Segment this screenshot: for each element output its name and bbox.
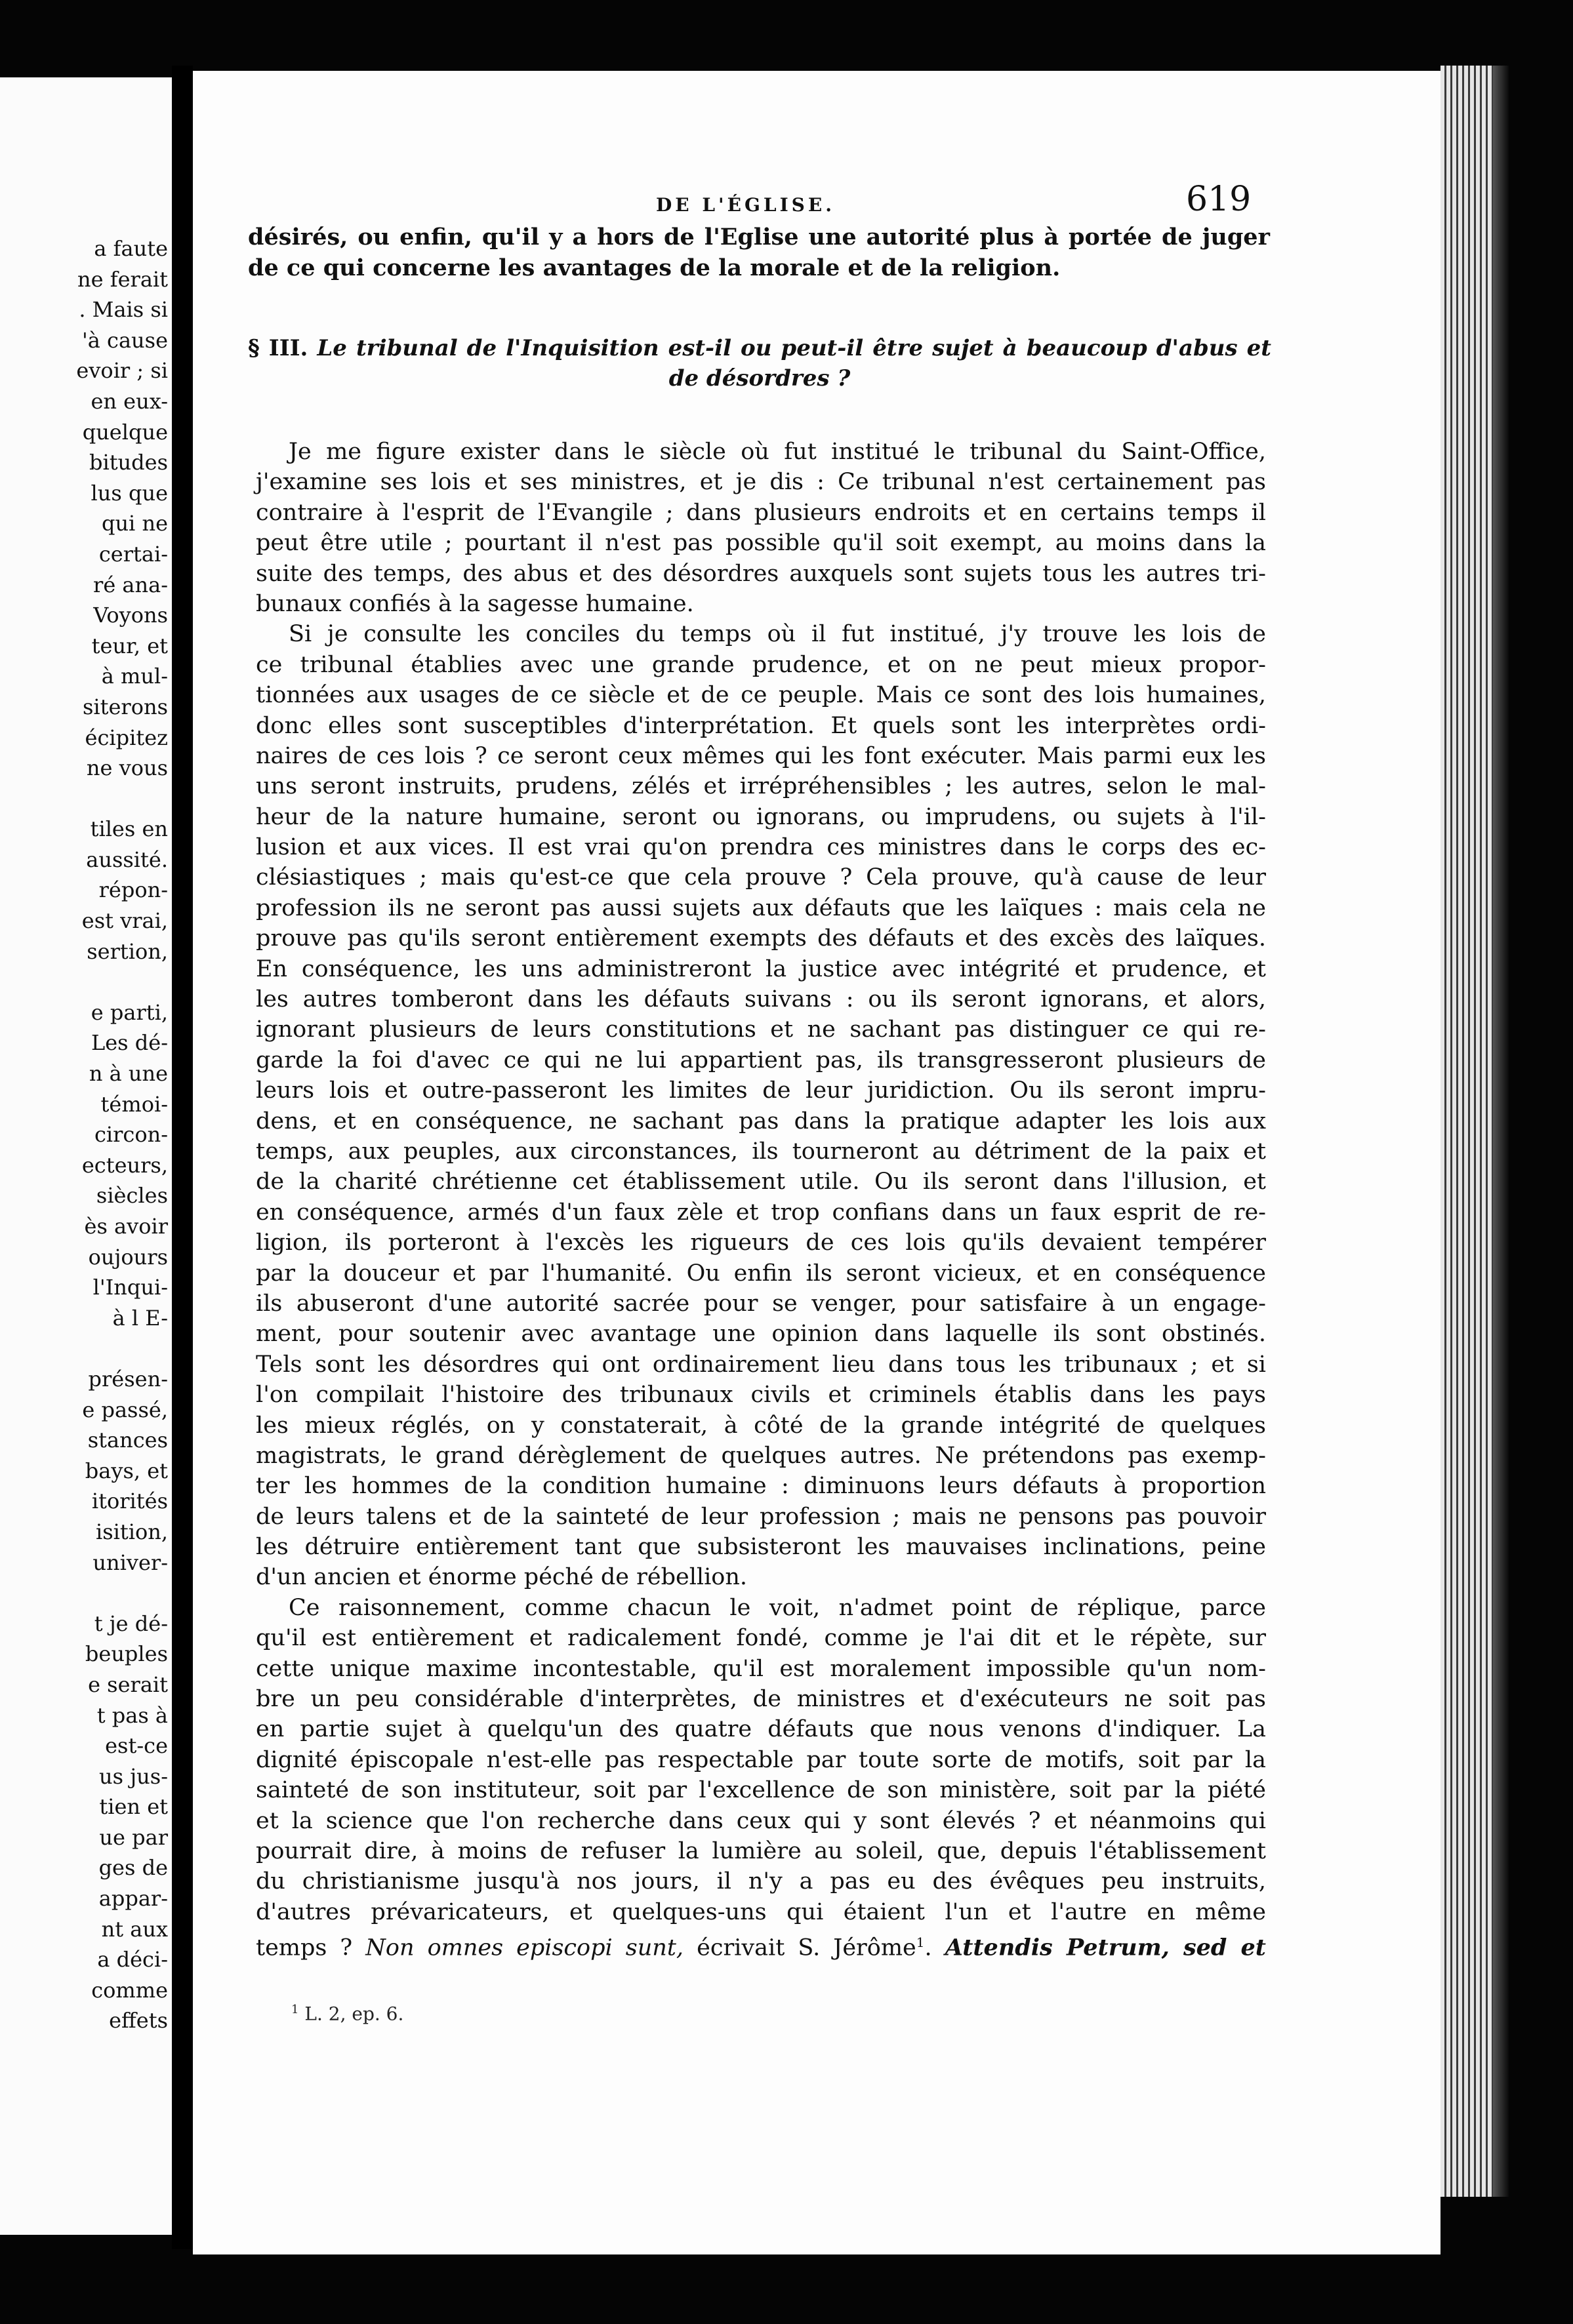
text-line: les mieux réglés, on y constaterait, à côté de la grande intégrité de quelques (256, 1412, 1266, 1439)
left-page-gap (10, 967, 168, 997)
text-line: ligion, ils porteront à l'excès les rigueurs de ces lois qu'ils devaient tempérer (256, 1230, 1266, 1256)
text-line: d'un ancien et énorme péché de rébellion. (256, 1564, 748, 1591)
text-line: bunaux confiés à la sagesse humaine. (256, 590, 694, 617)
text-line: et la science que l'on recherche dans ceux qui y sont élevés ? et néanmoins qui (256, 1807, 1266, 1834)
text-line: Tels sont les désordres qui ont ordinairement lieu dans tous les tribunaux ; et si (256, 1351, 1266, 1378)
left-page-gap (10, 1333, 168, 1364)
text-line: ignorant plusieurs de leurs constitutions et ne sachant pas distinguer ce qui re- (256, 1016, 1266, 1043)
left-page-gap (10, 784, 168, 814)
text-line: les détruire entièrement tant que subsisteront les mauvaises inclinations, peine (256, 1534, 1266, 1561)
left-page-line: tiles en (90, 816, 168, 842)
paragraph-2 (256, 619, 1266, 1593)
left-page-line: stances (87, 1428, 168, 1453)
text-line: leurs lois et outre-passeront les limites de leur juridiction. Ou ils seront impru- (256, 1077, 1266, 1104)
left-page-line: ré ana- (93, 572, 168, 597)
left-page-line: est-ce (105, 1733, 168, 1759)
footnote-text: L. 2, ep. 6. (304, 2003, 404, 2025)
text-line: sainteté de son instituteur, soit par l'excellence de son ministère, soit par la piété (256, 1777, 1266, 1804)
latin-quote-2: Attendis Petrum, sed et (945, 1934, 1266, 1961)
text-line: les autres tomberont dans les défauts suivans : ou ils seront ignorans, et alors, (256, 986, 1266, 1013)
left-page-line: siterons (82, 694, 168, 719)
text-line: peut être utile ; pourtant il n'est pas possible qu'il soit exempt, au moins dans la (256, 530, 1266, 557)
text-line: bre un peu considérable d'interprètes, de ministres et d'exécuteurs ne soit pas (256, 1686, 1266, 1713)
text-line: magistrats, le grand dérèglement de quelques autres. Ne prétendons pas exemp- (256, 1442, 1266, 1469)
left-page-line: ès avoir (84, 1214, 168, 1239)
left-page-line: t pas à (96, 1702, 168, 1728)
left-page-line: quelque (82, 419, 168, 445)
text-line: l'on compilait l'histoire des tribunaux civils et criminels établis dans les pays (256, 1382, 1266, 1409)
text-line: ter les hommes de la condition humaine : diminuons leurs défauts à proportion (256, 1473, 1266, 1500)
page-edges-shadow (1493, 66, 1509, 2197)
text-line: Ce raisonnement, comme chacun le voit, n'admet point de réplique, parce (289, 1594, 1266, 1621)
left-page-line: ecteurs, (81, 1152, 168, 1178)
text-line: donc elles sont susceptibles d'interprétation. Et quels sont les interprètes ordi- (256, 712, 1266, 739)
text-line: clésiastiques ; mais qu'est-ce que cela prouve ? Cela prouve, qu'à cause de leur (256, 864, 1266, 891)
final-line-start: temps ? (256, 1934, 353, 1961)
section-heading-line-2: de désordres ? (668, 365, 851, 391)
text-line: du christianisme jusqu'à nos jours, il n'y a pas eu des évêques peu instruits, (256, 1868, 1266, 1895)
left-page-line: aussité. (86, 847, 168, 872)
left-page-line: certai- (98, 541, 168, 567)
text-line: j'examine ses lois et ses ministres, et je dis : Ce tribunal n'est certainement pas (256, 469, 1266, 496)
left-page-line: nt aux (101, 1916, 168, 1942)
text-line: prouve pas qu'ils seront entièrement exempts des défauts et des excès des laïques. (256, 925, 1266, 952)
footnote-ref: 1 (916, 1934, 925, 1951)
left-page-text (10, 233, 168, 2036)
text-line: ce tribunal établies avec une grande prudence, et on ne peut mieux propor- (256, 651, 1266, 678)
text-line: de la charité chrétienne cet établissement utile. Ou ils seront dans l'illusion, et (256, 1169, 1266, 1195)
section-title-1: Le tribunal de l'Inquisition est-il ou peut-il être sujet à beaucoup d'abus et (317, 335, 1271, 361)
text-line: ils abuseront d'une autorité sacrée pour se venger, pour satisfaire à un engage- (256, 1290, 1266, 1317)
left-page-line: l'Inqui- (92, 1275, 168, 1300)
book-gutter (172, 66, 193, 2249)
left-page-line: sertion, (87, 938, 168, 964)
left-page-line: ges de (98, 1855, 168, 1881)
left-page-line: Les dé- (91, 1030, 168, 1056)
text-line: heur de la nature humaine, seront ou ignorans, ou imprudens, ou sujets à l'il- (256, 803, 1266, 830)
latin-quote-1: Non omnes episcopi sunt, (365, 1934, 684, 1961)
left-page-line: en eux- (91, 388, 168, 414)
text-line: dens, et en conséquence, ne sachant pas dans la pratique adapter les lois aux (256, 1108, 1266, 1134)
left-page-line: a faute (94, 236, 168, 261)
text-line: cette unique maxime incontestable, qu'il est moralement impossible qu'un nom- (256, 1655, 1266, 1682)
left-page-line: us jus- (99, 1763, 168, 1789)
text-line: naires de ces lois ? ce seront ceux mêmes qui les font exécuter. Mais parmi eux les (256, 742, 1266, 769)
text-line: Je me figure exister dans le siècle où fut institué le tribunal du Saint-Office, (289, 439, 1266, 465)
page-edges (1440, 66, 1493, 2197)
text-line: dignité épiscopale n'est-elle pas respectable par toute sorte de motifs, soit par la (256, 1746, 1266, 1773)
left-page-line: ne ferait (77, 266, 168, 292)
left-page-line: à l E- (112, 1305, 168, 1331)
text-line: uns seront instruits, prudens, zélés et irrépréhensibles ; les autres, selon le mal- (256, 773, 1266, 800)
left-page-line: e parti, (91, 999, 168, 1025)
text-line: profession ils ne seront pas aussi sujets aux défauts que les laïques : mais cela ne (256, 894, 1266, 921)
left-page-line: présen- (88, 1366, 168, 1392)
section-heading (248, 333, 1271, 393)
left-page-line: e serait (88, 1672, 168, 1697)
left-page-line: isition, (95, 1519, 168, 1544)
left-page-line: siècles (96, 1183, 168, 1209)
text-line: en conséquence, armés d'un faux zèle et trop confians dans un faux esprit de re- (256, 1199, 1266, 1226)
left-page-line: ne vous (86, 755, 168, 781)
left-page-line: ue par (99, 1824, 168, 1850)
left-page-fragment (0, 77, 172, 2235)
left-page-line: tien et (99, 1794, 168, 1820)
text-line: temps, aux peuples, aux circonstances, ils tourneront au détriment de la paix et (256, 1138, 1266, 1165)
running-head: DE L'ÉGLISE. (656, 194, 835, 216)
left-page-line: teur, et (91, 633, 168, 658)
left-page-line: écipitez (85, 725, 168, 750)
left-page-line: univer- (92, 1550, 168, 1575)
left-page-line: témoi- (100, 1091, 168, 1117)
text-line: de leurs talens et de la sainteté de leur profession ; mais ne pensons pas pouvoir (256, 1503, 1266, 1530)
text-line: contraire à l'esprit de l'Evangile ; dans plusieurs endroits et en certains temps il (256, 499, 1266, 526)
footnote (291, 2003, 403, 2024)
text-line: tionnées aux usages de ce siècle et de ce peuple. Mais ce sont des lois humaines, (256, 682, 1266, 709)
left-page-gap (10, 1578, 168, 1609)
section-heading-line-1 (248, 333, 1271, 363)
opening-line-2: de ce qui concerne les avantages de la morale et de la religion. (248, 254, 1061, 281)
left-page-line: beuples (85, 1641, 168, 1667)
text-line: En conséquence, les uns administreront la justice avec intégrité et prudence, et (256, 955, 1266, 982)
left-page-line: est vrai, (81, 908, 168, 934)
text-line: garde la foi d'avec ce qui ne lui appartient pas, ils transgresseront plusieurs de (256, 1047, 1266, 1073)
left-page-line: effets (109, 2008, 168, 2034)
opening-lines (248, 222, 1270, 283)
left-page-line: comme (91, 1977, 168, 2003)
left-page-line: appar- (98, 1886, 168, 1912)
footnote-marker: 1 (291, 2003, 299, 2016)
left-page-line: à mul- (101, 664, 168, 689)
left-page-line: qui ne (101, 511, 168, 536)
left-page-line: Voyons (93, 603, 168, 628)
text-line: ment, pour soutenir avec avantage une opinion dans laquelle ils sont obstinés. (256, 1321, 1266, 1348)
text-line: pourrait dire, à moins de refuser la lumière au soleil, que, depuis l'établissement (256, 1837, 1266, 1864)
left-page-line: répon- (98, 877, 168, 903)
text-line: d'autres prévaricateurs, et quelques-uns qui étaient l'un et l'autre en même (256, 1898, 1266, 1925)
left-page-line: lus que (91, 480, 168, 506)
left-page-line: n à une (89, 1061, 168, 1087)
body-text (256, 437, 1266, 1961)
left-page-line: . Mais si (79, 297, 168, 323)
left-page-line: oujours (88, 1244, 168, 1270)
final-line: temps ? Non omnes episcopi sunt, écrivait S. Jérôme$^1$. Attendis Petrum, sed et (256, 1934, 1266, 1961)
left-page-line: itorités (91, 1489, 168, 1514)
section-number: § III. (248, 335, 308, 361)
left-page-line: circon- (94, 1122, 168, 1148)
text-line: en partie sujet à quelqu'un des quatre défauts que nous venons d'indiquer. La (256, 1716, 1266, 1743)
left-page-line: bitudes (89, 450, 168, 475)
left-page-line: e passé, (82, 1397, 168, 1422)
text-line: suite des temps, des abus et des désordres auxquels sont sujets tous les autres tri- (256, 560, 1266, 587)
text-line: qu'il est entièrement et radicalement fondé, comme je l'ai dit et le répète, sur (256, 1625, 1266, 1652)
left-page-line: bays, et (85, 1458, 168, 1483)
paragraph-3 (256, 1593, 1266, 1927)
page-number: 619 (1186, 180, 1252, 219)
text-line: par la douceur et par l'humanité. Ou enfin ils seront vicieux, et en conséquence (256, 1260, 1266, 1287)
text-line: Si je consulte les conciles du temps où il fut institué, j'y trouve les lois de (289, 621, 1266, 648)
attribution: écrivait S. Jérôme (697, 1934, 916, 1961)
left-page-line: t je dé- (94, 1611, 168, 1636)
paragraph-1 (256, 437, 1266, 619)
left-page-line: evoir ; si (76, 358, 168, 384)
left-page-line: a déci- (97, 1947, 168, 1973)
opening-line-1: désirés, ou enfin, qu'il y a hors de l'Eglise une autorité plus à portée de juger (248, 224, 1270, 250)
text-line: lusion et aux vices. Il est vrai qu'on prendra ces ministres dans le corps des ec- (256, 834, 1266, 861)
left-page-line: 'à cause (81, 327, 168, 353)
